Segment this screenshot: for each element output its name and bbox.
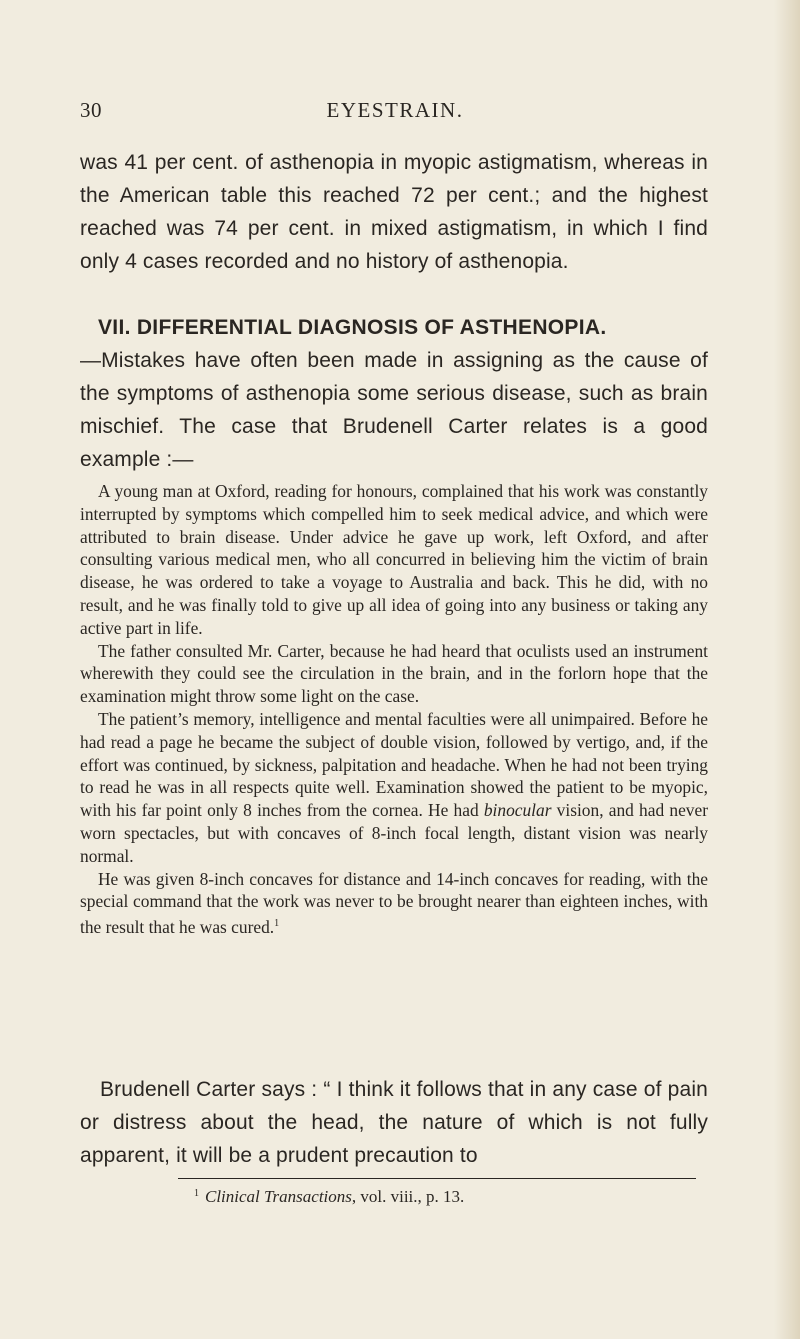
quote-p4-text: He was given 8-inch concaves for distance and 14-inch concaves for reading, with the special command that the work was never to be brought nearer than eighteen inches, with the result that he was cured. [80,868,708,938]
quote-paragraph-2: The father consulted Mr. Carter, because he had heard that oculists used an instrument wherewith they could see the circulation in the brain, and in the forlorn hope that the examination might throw some light on the case. [80,640,708,707]
case-quote [80,480,708,939]
footnote-marker: 1 [194,1188,199,1199]
quote-p3-text-a: The patient’s memory, intelligence and mental faculties were all unimpaired. Before he had read a page he became the subject of double vision, followed by vertigo, and, if the effort was continued, by sickness, palpitation and headache. When he had not been trying to read he was in all respects quite well. Examination showed the patient to be myopic, with his far point only 8 inches from the cornea. He had [80,708,708,821]
section-heading: VII. DIFFERENTIAL DIAGNOSIS OF ASTHENOPIA. [98,316,607,339]
page-edge-shadow [774,0,800,1339]
section-block [80,311,708,476]
quote-paragraph-1: A young man at Oxford, reading for honours, complained that his work was constantly interrupted by symptoms which compelled him to seek medical advice, and which were attributed to brain disease. Under advice he gave up work, left Oxford, and after consulting various medical men, who all concurred in believing him the victim of brain disease, he was ordered to take a voyage to Australia and back. This he did, with no result, and he was finally told to give up all idea of going into any business or taking any active part in life. [80,481,708,638]
quote-paragraph-3 [80,708,708,868]
section-heading-line [80,311,708,344]
running-head [80,98,710,128]
running-title: EYESTRAIN. [326,98,464,122]
emphasis-binocular: binocular [483,800,552,821]
footnote-title: Clinical Transactions [205,1187,352,1206]
quote-p3-text-b: vision, and had never worn spectacles, but with concaves of 8-inch focal length, distant vision was nearly normal. [80,800,708,866]
intro-paragraph-block [80,146,708,278]
quote-paragraph-4 [80,868,708,939]
section-lead: —Mistakes have often been made in assigning as the cause of the symptoms of asthenopia some serious disease, such as brain mischief. The case that Brudenell Carter relates is a good example :— [80,349,708,471]
closing-paragraph: Brudenell Carter says : “ I think it follows that in any case of pain or distress about the head, the nature of which is not fully apparent, it will be a prudent precaution to [80,1078,708,1167]
footnote-citation: , vol. viii., p. 13. [351,1187,465,1206]
footnote-rule [178,1178,696,1179]
footnote [194,1187,714,1207]
page-number: 30 [80,98,102,122]
closing-block [80,1073,708,1172]
footnote-reference: 1 [274,918,280,930]
intro-paragraph: was 41 per cent. of asthenopia in myopic astigmatism, whereas in the American table this reached 72 per cent.; and the highest reached was 74 per cent. in mixed astigmatism, in which I find only 4 cases recorded and no history of asthenopia. [80,151,708,273]
